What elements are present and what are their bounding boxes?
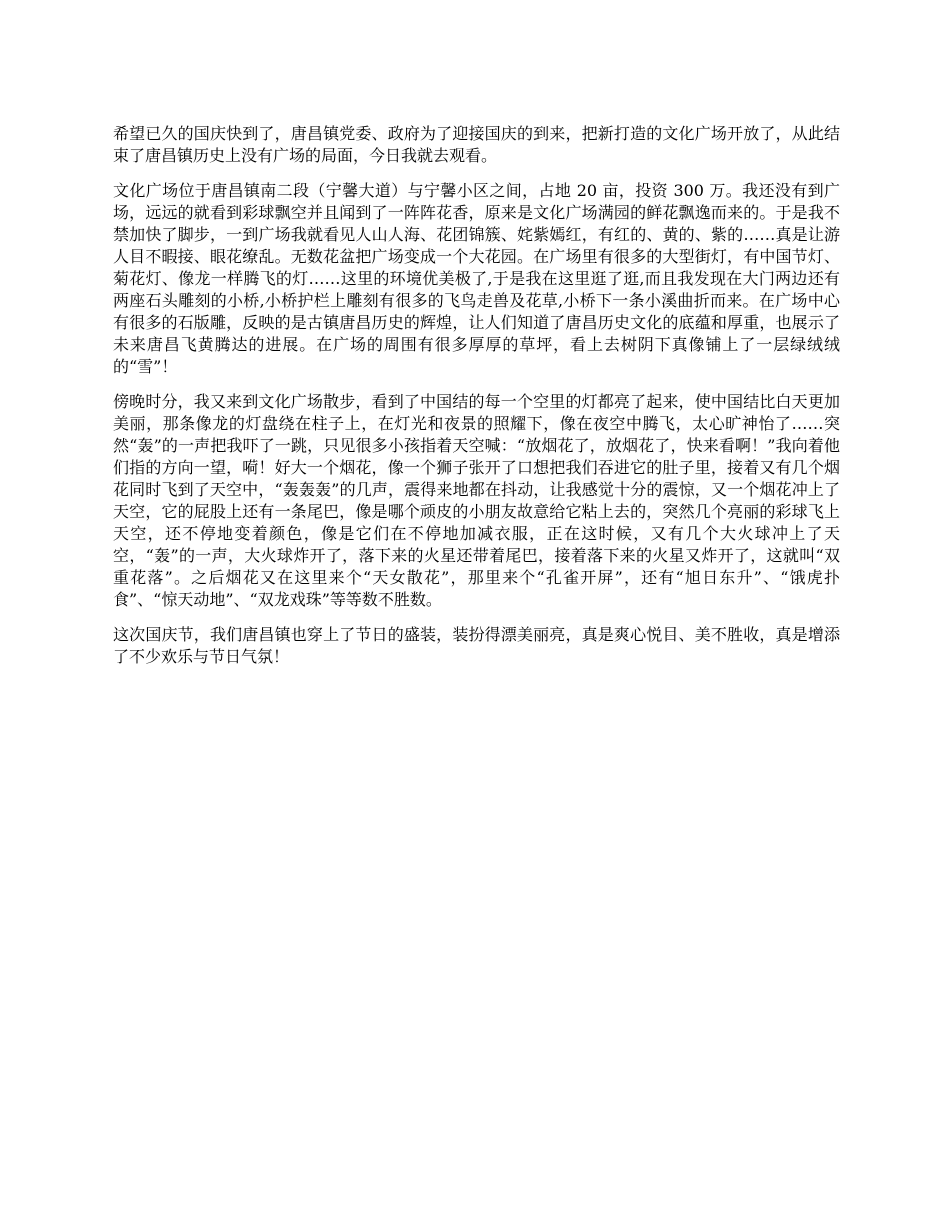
paragraph-evening-fireworks: 傍晚时分，我又来到文化广场散步，看到了中国结的每一个空里的灯都亮了起来，使中国结比白天更加美丽，那条像龙的灯盘绕在柱子上，在灯光和夜景的照耀下，像在夜空中腾飞，太心旷神怡了……突然“轰”的一声把我吓了一跳，只见很多小孩指着天空喊：“放烟花了，放烟花了，快来看啊！”我向着他们指的方向一望，嗬！好大一个烟花，像一个狮子张开了口想把我们吞进它的肚子里，接着又有几个烟花同时飞到了天空中，“轰轰轰”的几声，震得来地都在抖动，让我感觉十分的震惊，又一个烟花冲上了天空，它的屁股上还有一条尾巴，像是哪个顽皮的小朋友故意给它粘上去的，突然几个亮丽的彩球飞上天空，还不停地变着颜色，像是它们在不停地加减衣服，正在这时候，又有几个大火球冲上了天空，“轰”的一声，大火球炸开了，落下来的火星还带着尾巴，接着落下来的火星又炸开了，这就叫“双重花落”。之后烟花又在这里来个“天女散花”，那里来个“孔雀开屏”，还有“旭日东升”、“饿虎扑食”、“惊天动地”、“双龙戏珠”等等数不胜数。 [113, 392, 840, 609]
document-body [113, 123, 840, 681]
paragraph-intro: 希望已久的国庆快到了，唐昌镇党委、政府为了迎接国庆的到来，把新打造的文化广场开放了，从此结束了唐昌镇历史上没有广场的局面，今日我就去观看。 [113, 124, 840, 165]
paragraph-conclusion: 这次国庆节，我们唐昌镇也穿上了节日的盛装，装扮得漂美丽亮，真是爽心悦目、美不胜收，真是增添了不少欢乐与节日气氛！ [113, 625, 840, 666]
paragraph-square-description: 文化广场位于唐昌镇南二段（宁馨大道）与宁馨小区之间，占地 20 亩，投资 300 万。我还没有到广场，远远的就看到彩球飘空并且闻到了一阵阵花香，原来是文化广场满园的鲜花飘逸而来的。于是我不禁加快了脚步，一到广场我就看见人山人海、花团锦簇、姹紫嫣红，有红的、黄的、紫的……真是让游人目不暇接、眼花缭乱。无数花盆把广场变成一个大花园。在广场里有很多的大型街灯，有中国节灯、菊花灯、像龙一样腾飞的灯……这里的环境优美极了,于是我在这里逛了逛,而且我发现在大门两边还有两座石头雕刻的小桥,小桥护栏上雕刻有很多的飞鸟走兽及花草,小桥下一条小溪曲折而来。在广场中心有很多的石版雕，反映的是古镇唐昌历史的辉煌，让人们知道了唐昌历史文化的底蕴和厚重，也展示了未来唐昌飞黄腾达的进展。在广场的周围有很多厚厚的草坪，看上去树阴下真像铺上了一层绿绒绒的“雪”！ [113, 181, 840, 376]
